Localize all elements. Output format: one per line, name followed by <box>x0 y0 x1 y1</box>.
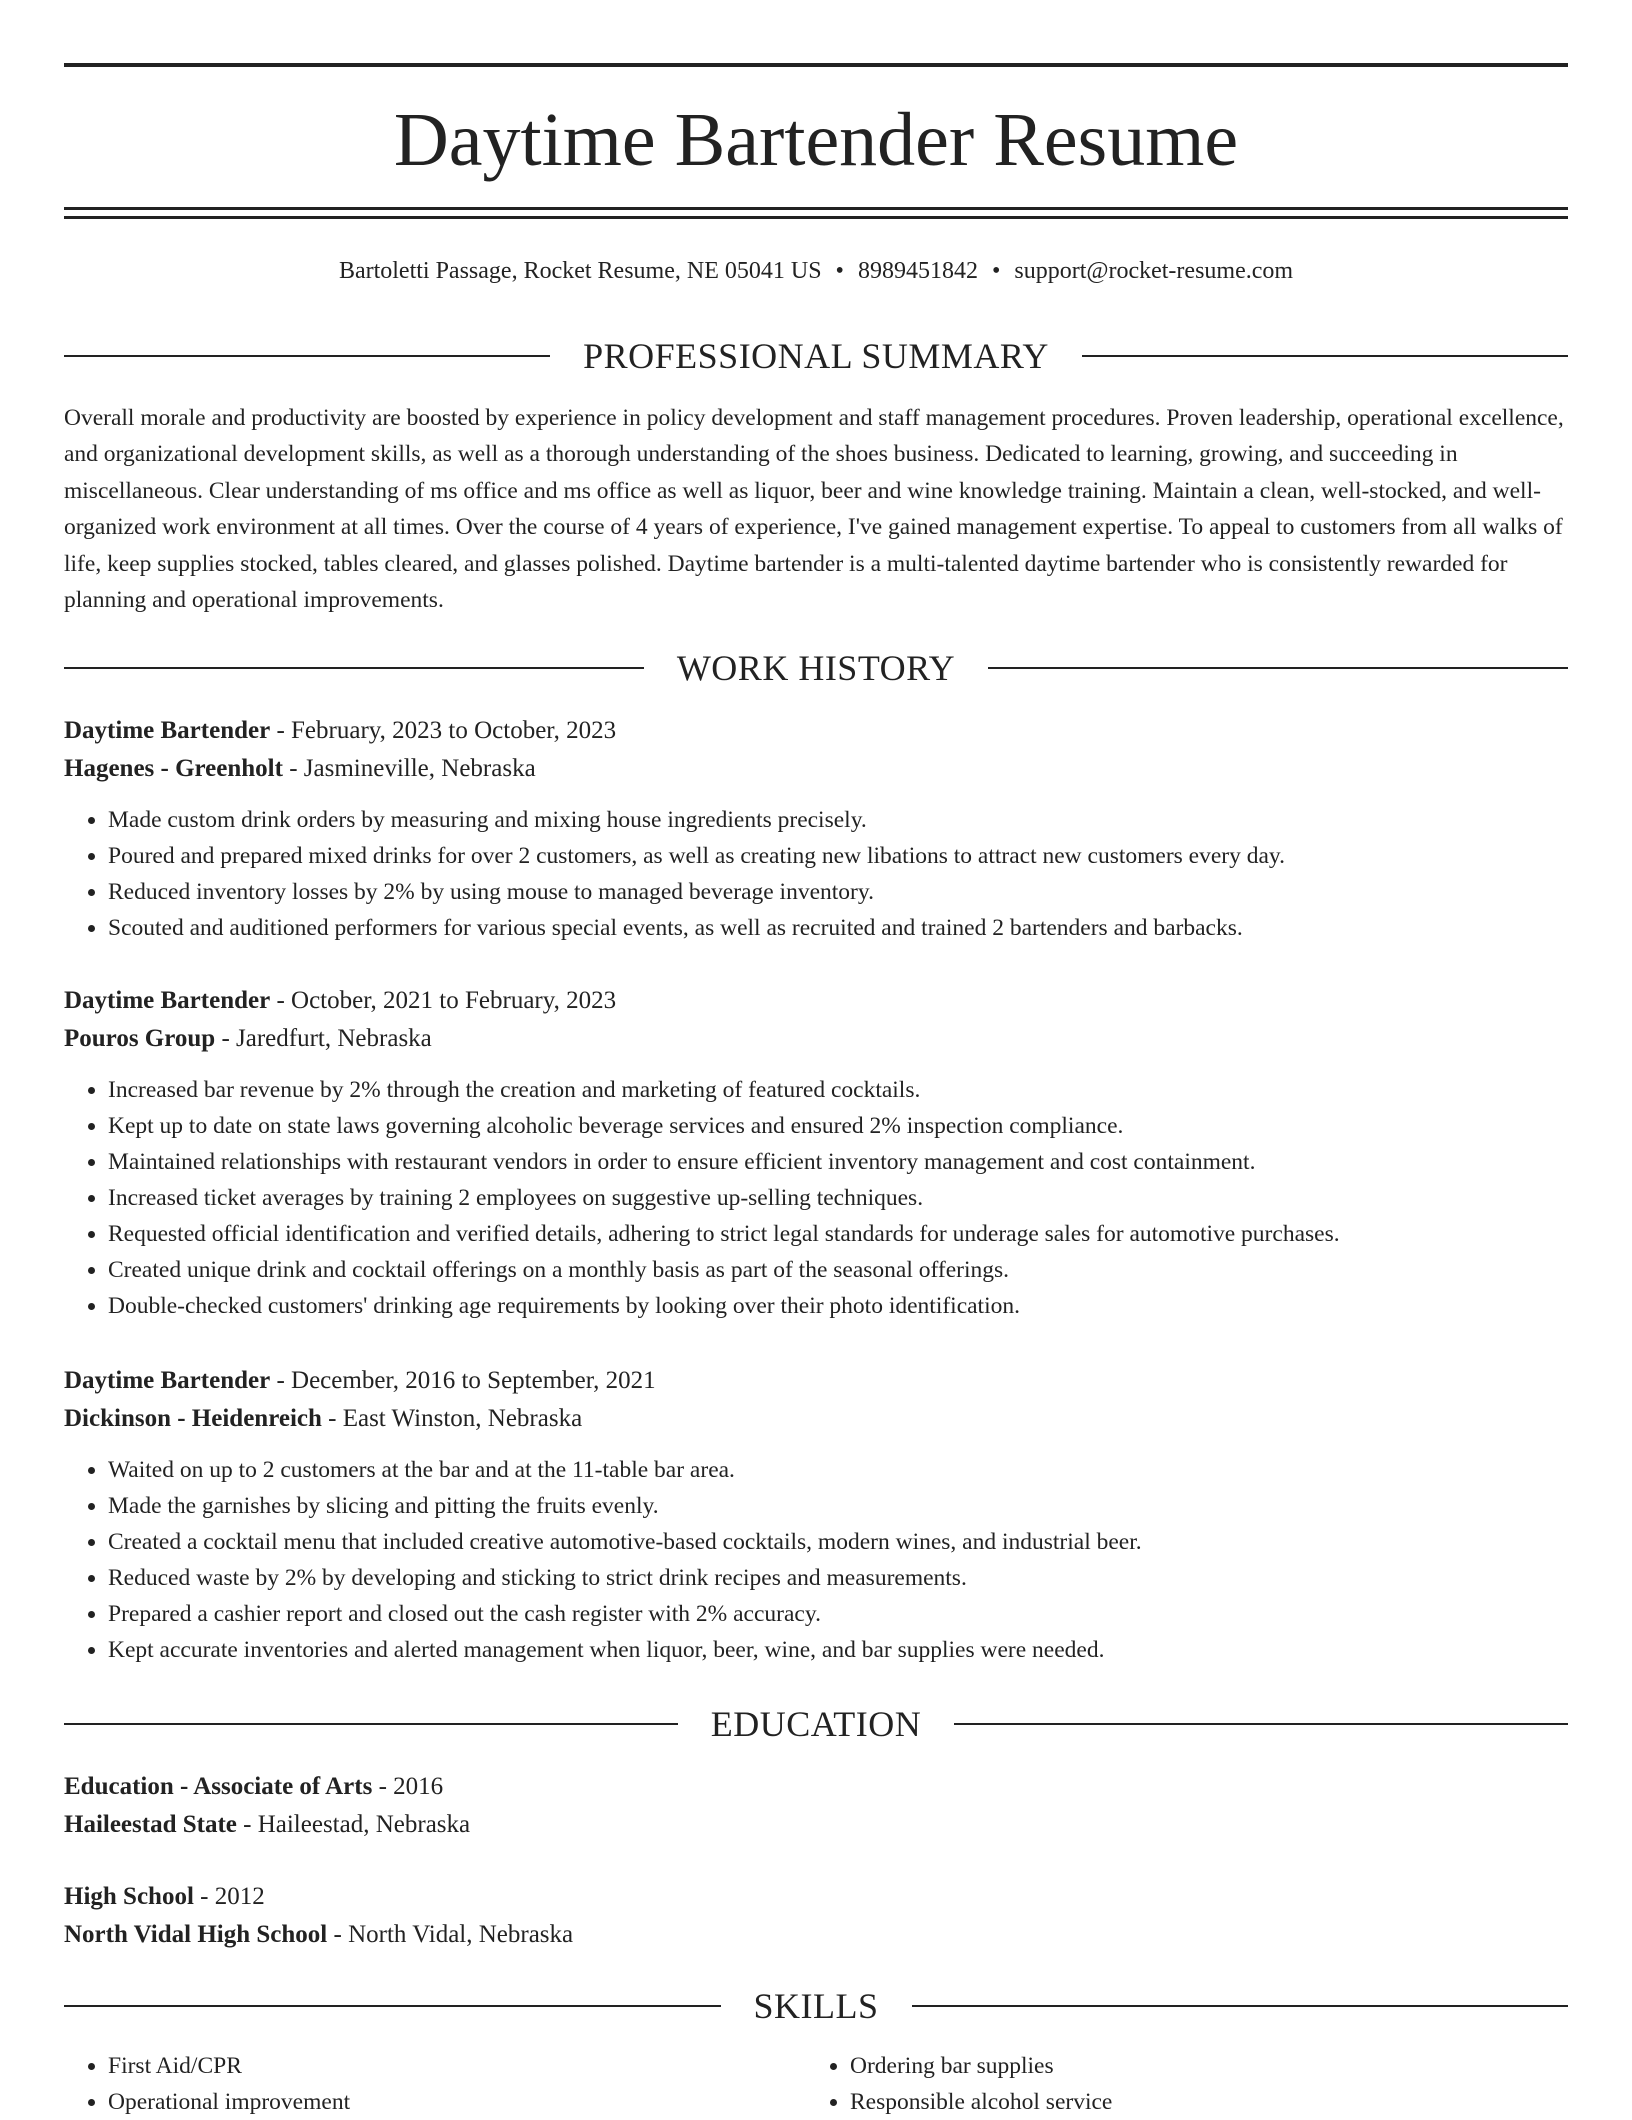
education-school: Haileestad State <box>64 1811 237 1838</box>
education-location: - North Vidal, Nebraska <box>327 1921 574 1948</box>
list-item: • Created unique drink and cocktail offerings on a monthly basis as part of the seasonal offerings. <box>108 1252 1568 1288</box>
list-item: • Increased bar revenue by 2% through the creation and marketing of featured cocktails. <box>108 1072 1568 1108</box>
list-item: • Made the garnishes by slicing and pitting the fruits evenly. <box>108 1488 1568 1524</box>
list-item: • Double-checked customers' drinking age requirements by looking over their photo identification. <box>108 1288 1568 1324</box>
education-year: - 2016 <box>372 1773 444 1800</box>
job-bullets <box>64 1452 1568 1668</box>
job-company: Pouros Group <box>64 1025 216 1052</box>
title-rule-lower <box>64 216 1568 219</box>
section-header-summary <box>64 334 1568 378</box>
section-rule <box>1082 355 1568 357</box>
skills-column-right <box>806 2048 1548 2120</box>
list-item: • Reduced inventory losses by 2% by using mouse to managed beverage inventory. <box>108 874 1568 910</box>
contact-separator: • <box>991 258 1001 284</box>
contact-separator: • <box>835 258 844 284</box>
job-title: Daytime Bartender <box>64 1367 271 1394</box>
education-entry <box>64 1768 1568 1844</box>
title-rule-upper <box>64 207 1568 210</box>
section-rule <box>954 1723 1568 1725</box>
summary-text: Overall morale and productivity are boosted by experience in policy development and staff management procedures. Proven leadership, operational excellence, and organizational development skills, as well as a thorough understanding of the shoes business. Dedicated to learning, growing, and succeeding in miscellaneous. Clear understanding of ms office and ms office as well as liquor, beer and wine knowledge training. Maintain a clean, well-stocked, and well-organized work environment at all times. Over the course of 4 years of experience, I've gained management expertise. To appeal to customers from all walks of life, keep supplies stocked, tables cleared, and glasses polished. Daytime bartender is a multi-talented daytime bartender who is consistently rewarded for planning and operational improvements. <box>64 405 1564 614</box>
job-title-line <box>64 982 1568 1020</box>
job-dates: - October, 2021 to February, 2023 <box>270 987 617 1014</box>
contact-line <box>0 254 1632 288</box>
job-company-line <box>64 1020 1568 1058</box>
list-item: • Waited on up to 2 customers at the bar and at the 11-table bar area. <box>108 1452 1568 1488</box>
section-rule <box>64 1723 678 1725</box>
list-item: • Requested official identification and verified details, adhering to strict legal standards for underage sales for automotive purchases. <box>108 1216 1568 1252</box>
section-title-work: WORK HISTORY <box>676 648 956 688</box>
skill-item: • Responsible alcohol service <box>850 2084 1548 2120</box>
education-degree-line <box>64 1768 1568 1806</box>
job-title: Daytime Bartender <box>64 717 271 744</box>
education-location: - Haileestad, Nebraska <box>236 1811 471 1838</box>
education-school-line <box>64 1806 1568 1844</box>
job-entry <box>64 1362 1568 1668</box>
page-title: Daytime Bartender Resume <box>393 98 1239 182</box>
section-title-skills: SKILLS <box>753 1986 879 2026</box>
list-item: • Increased ticket averages by training 2 employees on suggestive up-selling techniques. <box>108 1180 1568 1216</box>
section-rule <box>64 2005 721 2007</box>
job-entry <box>64 712 1568 946</box>
job-location: - Jasmineville, Nebraska <box>282 755 536 782</box>
section-header-education <box>64 1702 1568 1746</box>
section-header-work <box>64 646 1568 690</box>
section-title-education: EDUCATION <box>710 1704 922 1744</box>
education-school: North Vidal High School <box>64 1921 328 1948</box>
section-rule <box>64 355 550 357</box>
contact-address: Bartoletti Passage, Rocket Resume, NE 05041 US <box>338 258 822 284</box>
job-company: Dickinson - Heidenreich <box>64 1405 322 1432</box>
list-item: • Kept up to date on state laws governing alcoholic beverage services and ensured 2% inspection compliance. <box>108 1108 1568 1144</box>
job-company: Hagenes - Greenholt <box>64 755 283 782</box>
job-location: - Jaredfurt, Nebraska <box>215 1025 432 1052</box>
section-rule <box>988 667 1568 669</box>
job-title-line <box>64 712 1568 750</box>
job-title: Daytime Bartender <box>64 987 271 1014</box>
education-degree-line <box>64 1878 1568 1916</box>
job-company-line <box>64 1400 1568 1438</box>
section-header-skills <box>64 1984 1568 2028</box>
list-item: • Maintained relationships with restaurant vendors in order to ensure efficient inventory management and cost containment. <box>108 1144 1568 1180</box>
skills-column-left <box>64 2048 806 2120</box>
section-title-summary: PROFESSIONAL SUMMARY <box>583 336 1049 376</box>
job-bullets <box>64 802 1568 946</box>
list-item: • Poured and prepared mixed drinks for over 2 customers, as well as creating new libations to attract new customers every day. <box>108 838 1568 874</box>
skill-item: • Operational improvement <box>108 2084 806 2120</box>
list-item: • Reduced waste by 2% by developing and sticking to strict drink recipes and measurements. <box>108 1560 1568 1596</box>
contact-phone: 8989451842 <box>857 258 978 284</box>
job-dates: - December, 2016 to September, 2021 <box>270 1367 656 1394</box>
list-item: • Kept accurate inventories and alerted management when liquor, beer, wine, and bar supplies were needed. <box>108 1632 1568 1668</box>
job-title-line <box>64 1362 1568 1400</box>
section-rule <box>64 667 644 669</box>
education-year: - 2012 <box>193 1883 265 1910</box>
skill-item: • First Aid/CPR <box>108 2048 806 2084</box>
top-rule <box>64 63 1568 67</box>
education-degree: High School <box>64 1883 194 1910</box>
list-item: • Created a cocktail menu that included creative automotive-based cocktails, modern wines, and industrial beer. <box>108 1524 1568 1560</box>
list-item: • Prepared a cashier report and closed out the cash register with 2% accuracy. <box>108 1596 1568 1632</box>
job-dates: - February, 2023 to October, 2023 <box>270 717 617 744</box>
education-degree: Education - Associate of Arts <box>64 1773 373 1800</box>
job-location: - East Winston, Nebraska <box>321 1405 583 1432</box>
list-item: • Made custom drink orders by measuring and mixing house ingredients precisely. <box>108 802 1568 838</box>
job-company-line <box>64 750 1568 788</box>
education-school-line <box>64 1916 1568 1954</box>
skill-item: • Ordering bar supplies <box>850 2048 1548 2084</box>
list-item: • Scouted and auditioned performers for various special events, as well as recruited and trained 2 bartenders and barbacks. <box>108 910 1568 946</box>
job-entry <box>64 982 1568 1324</box>
section-rule <box>912 2005 1569 2007</box>
contact-email: support@rocket-resume.com <box>1014 258 1294 284</box>
job-bullets <box>64 1072 1568 1324</box>
education-entry <box>64 1878 1568 1954</box>
skills-list <box>64 2048 1568 2120</box>
